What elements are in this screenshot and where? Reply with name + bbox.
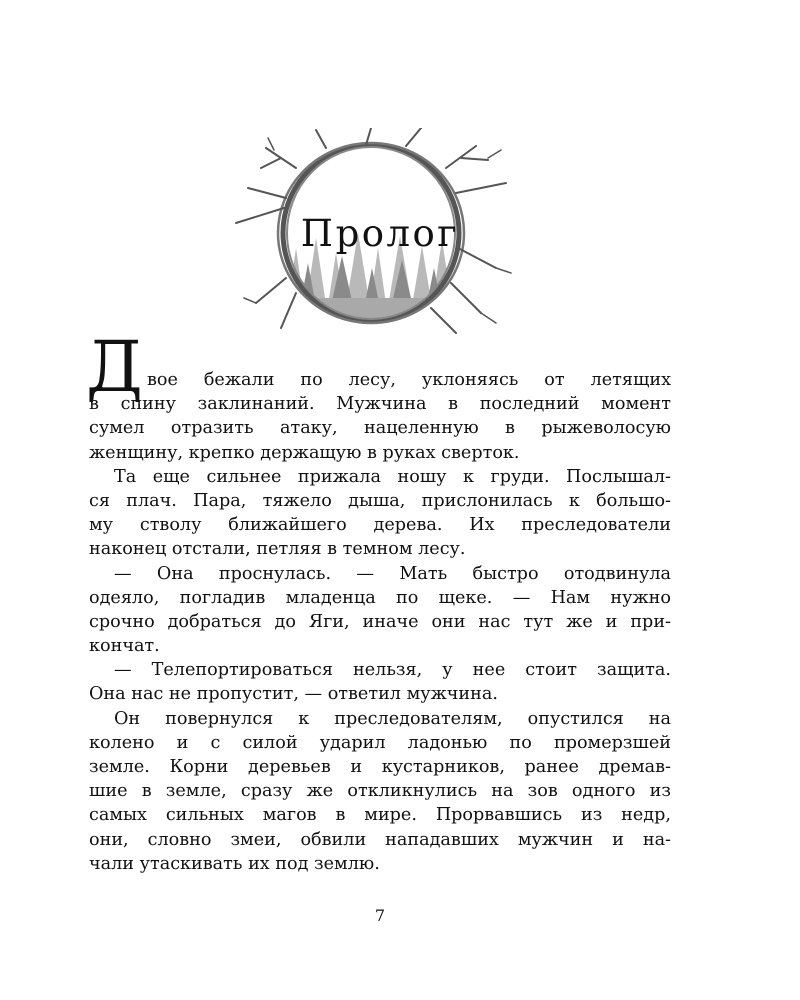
text-line: вое бежали по лесу, уклоняясь от летящих	[147, 370, 671, 390]
body-text	[89, 368, 671, 876]
text-line: земле. Корни деревьев и кустарников, ранее дремав-	[89, 757, 671, 777]
text-line: колено и с силой ударил ладонью по промерзшей	[89, 732, 671, 753]
text-line: Она нас не пропустит, — ответил мужчина.	[89, 684, 498, 705]
chapter-title: Пролог	[300, 211, 460, 255]
text-line: Та еще сильнее прижала ношу к груди. Послышал-	[114, 466, 671, 487]
text-line: самых сильных магов в мире. Прорвавшись из недр,	[89, 805, 671, 826]
text-line: они, словно змеи, обвили нападавших мужчин и на-	[89, 829, 671, 850]
text-line: чали утаскивать их под землю.	[89, 853, 380, 874]
text-line: сумел отразить атаку, нацеленную в рыжеволосую	[89, 418, 671, 439]
text-line: одеяло, погладив младенца по щеке. — Нам нужно	[89, 587, 671, 608]
text-line: ся плач. Пара, тяжело дыша, прислонилась к большо-	[89, 490, 671, 511]
text-line: — Телепортироваться нельзя, у нее стоит защита.	[114, 660, 671, 681]
text-line: наконец отстали, петляя в темном лесу.	[89, 539, 466, 560]
text-line: шие в земле, сразу же откликнулись на зов одного из	[89, 781, 671, 802]
text-line: — Она проснулась. — Мать быстро отодвинула	[114, 563, 671, 584]
text-line: му стволу ближайшего дерева. Их преследователи	[89, 515, 671, 536]
text-line: кончат.	[89, 636, 160, 657]
text-line: в спину заклинаний. Мужчина в последний момент	[89, 394, 671, 415]
text-line: женщину, крепко держащую в руках сверток.	[89, 442, 520, 463]
drop-cap: Д	[86, 326, 143, 408]
page-number: 7	[374, 906, 386, 925]
text-line: Он повернулся к преследователям, опустился на	[114, 708, 671, 729]
text-line: срочно добраться до Яги, иначе они нас тут же и при-	[89, 611, 671, 632]
